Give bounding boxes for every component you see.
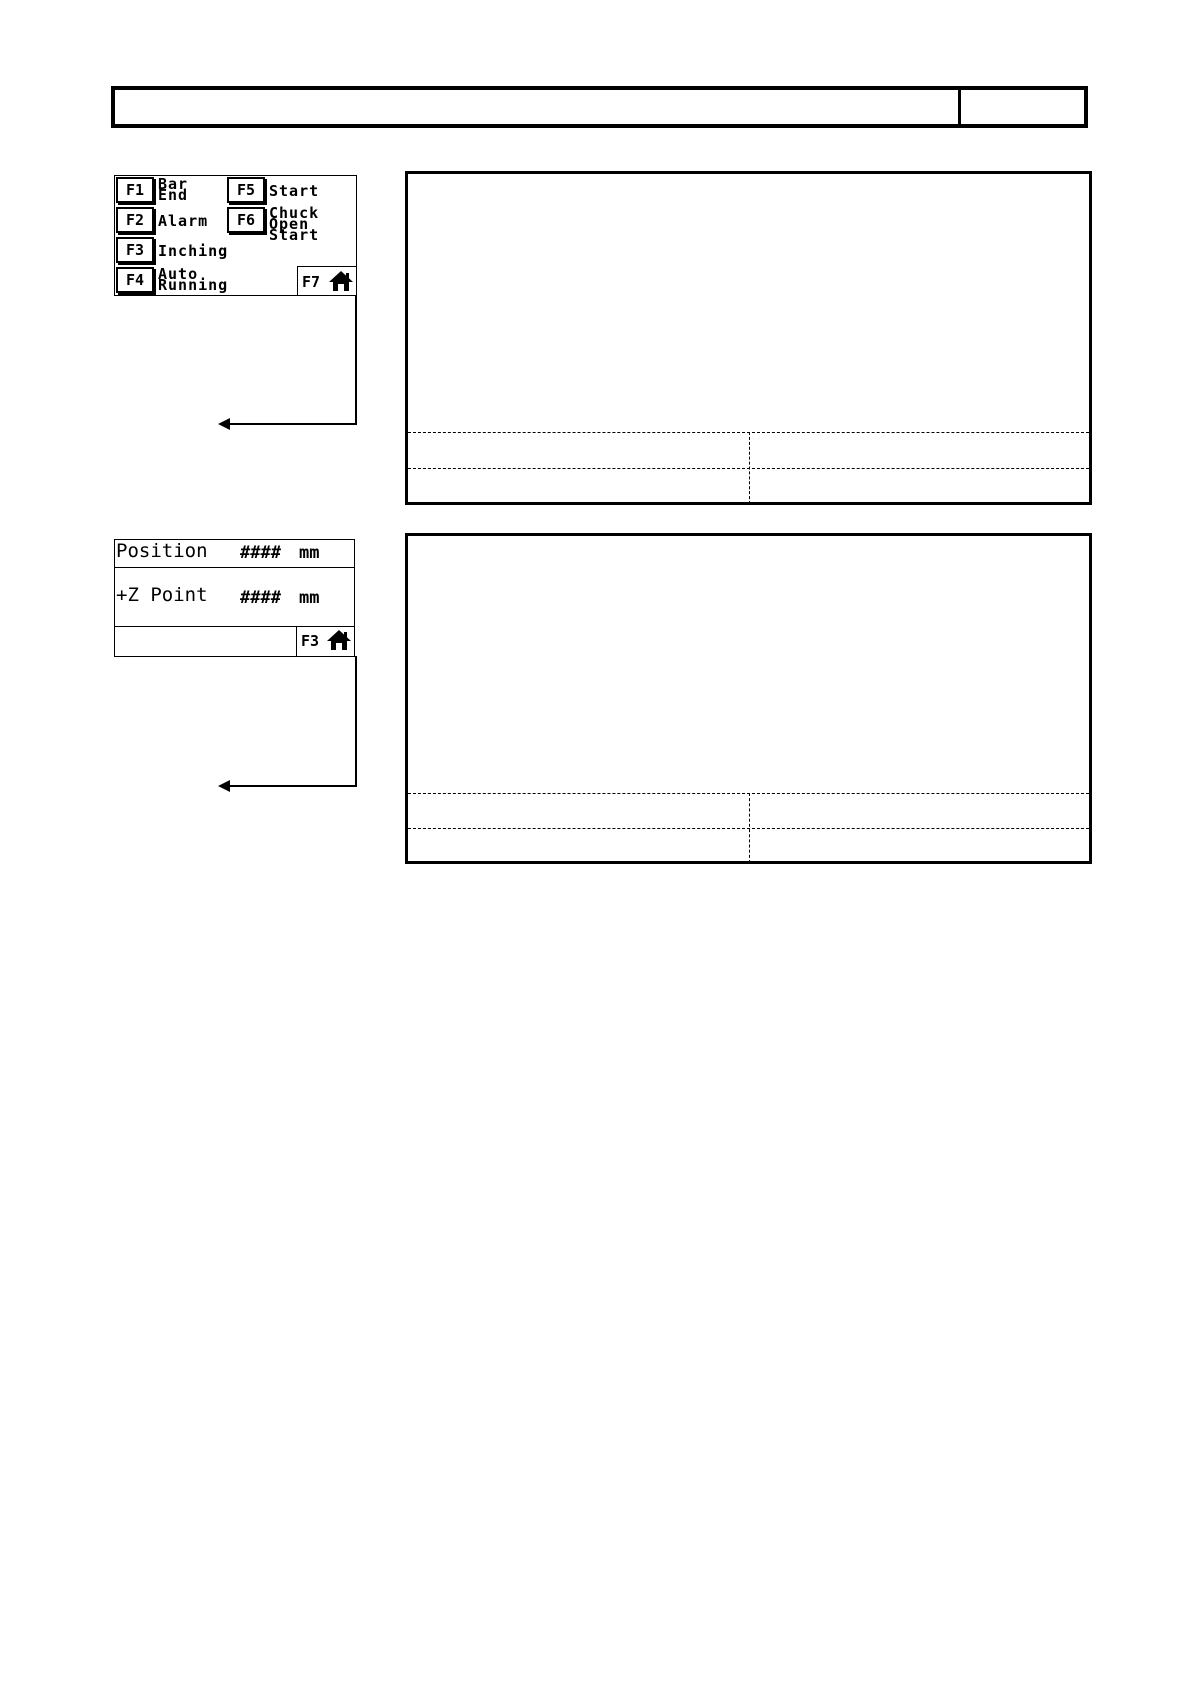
f5-key-label: F5 xyxy=(236,181,256,199)
position-label: Position xyxy=(116,540,208,562)
table-column-divider xyxy=(749,432,750,504)
f3-key-label: F3 xyxy=(125,241,145,259)
f2-key-label: F2 xyxy=(125,211,145,229)
f2-key[interactable] xyxy=(116,207,154,233)
f6-function-label: Chuck Open Start xyxy=(269,204,320,244)
f7-home-key[interactable] xyxy=(297,266,356,296)
description-box-2 xyxy=(405,533,1092,864)
f1-key-label: F1 xyxy=(125,181,145,199)
home-icon xyxy=(326,629,352,651)
f3-home-key-label: F3 xyxy=(301,632,320,650)
position-unit: mm xyxy=(299,543,320,563)
position-value: #### xyxy=(240,543,281,563)
home-icon xyxy=(328,270,354,292)
f4-key-label: F4 xyxy=(125,271,145,289)
description-box-1 xyxy=(405,171,1092,505)
table-column-divider xyxy=(749,793,750,863)
page-number-cell xyxy=(958,86,1088,128)
connector-arrow-2 xyxy=(215,655,360,792)
f3-key[interactable] xyxy=(116,237,154,263)
f1-key[interactable] xyxy=(116,177,154,203)
z-point-label: +Z Point xyxy=(116,584,208,606)
lcd-screen-position xyxy=(114,539,355,657)
f3-home-key[interactable] xyxy=(296,626,354,656)
row-divider xyxy=(115,567,354,568)
f1-function-label: Bar End xyxy=(158,175,189,204)
f5-function-label: Start xyxy=(269,182,320,200)
f4-function-label: Auto Running xyxy=(158,265,229,294)
f6-key-label: F6 xyxy=(236,211,256,229)
f3-function-label: Inching xyxy=(158,242,229,260)
z-point-value: #### xyxy=(240,588,281,608)
page-header xyxy=(111,86,1088,128)
f6-key[interactable] xyxy=(227,207,265,233)
lcd-screen-function-menu xyxy=(114,175,357,296)
f5-key[interactable] xyxy=(227,177,265,203)
f4-key[interactable] xyxy=(116,267,154,293)
connector-arrow-1 xyxy=(215,294,360,430)
f7-home-key-label: F7 xyxy=(302,273,321,291)
z-point-unit: mm xyxy=(299,588,320,608)
f2-function-label: Alarm xyxy=(158,212,209,230)
